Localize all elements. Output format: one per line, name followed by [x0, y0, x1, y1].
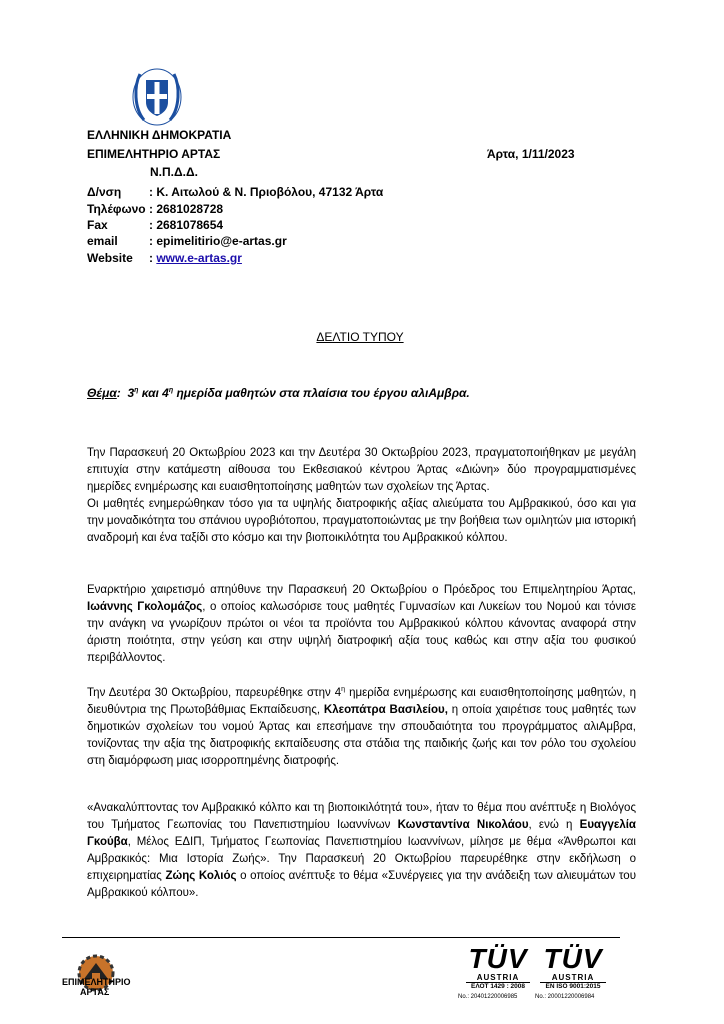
paragraph-1b: Οι μαθητές ενημερώθηκαν τόσο για τα υψηλής διατροφικής αξίας αλιεύματα του Αμβρακικού, όσο και για την μοναδικότητα του σπάνιου υγροβιότοπου, πραγματοποιώντας με την βοήθεια των ομιλητών μια ιστορική αναδρομή και ένα ταξίδι στο κόσμο και την βιοποικιλότητα του Αμβρακικού κόλπου. — [87, 498, 636, 544]
tuv1-standard: ΕΛΟΤ 1429 : 2008 — [466, 982, 530, 990]
tuv2-number: No.: 20001220006984 — [535, 994, 595, 1000]
contact-email — [87, 234, 287, 249]
p3-name: Κλεοπάτρα Βασιλείου, — [323, 704, 448, 716]
website-label: Website — [87, 251, 133, 265]
footer-divider — [62, 937, 620, 938]
tuv-badge-2 — [540, 945, 606, 990]
logo-line-1: ΕΠΙΜΕΛΗΤΗΡΙΟ — [62, 977, 131, 987]
email-label: email — [87, 234, 118, 248]
p4-a: «Ανακαλύπτοντας τον Αμβρακικό κόλπο και τη βιοποικιλότητά του», ήταν το θέμα που ανέπτυξε η Βιολόγος του Τμήματος Γεωπονίας του Πανεπιστημίου Ιωαννίνων — [87, 802, 636, 831]
org-legal-form: Ν.Π.Δ.Δ. — [150, 165, 198, 179]
tuv2-mark: TÜV — [543, 943, 603, 974]
address-value: : Κ. Αιτωλού & Ν. Πριοβόλου, 47132 Άρτα — [149, 185, 384, 199]
subject-rest: ημερίδα μαθητών στα πλαίσια του έργου αλιΑμβρα. — [173, 386, 470, 400]
contact-phone — [87, 202, 223, 217]
subject-sup1: η — [134, 387, 139, 394]
p3-end: η οποία χαιρέτισε τους μαθητές των δημοτικών σχολείων του νομού Άρτας και επεσήμανε την σπουδαιότητα του προγράμματος αλιΑμβρα, τονίζοντας την αξία της διατροφικής εκπαίδευσης στα στάδια της παιδικής ζωής και τον ρόλο του σχολείου στη διαμόρφωση μιας ισορροπημένης διατροφής. — [87, 704, 636, 767]
paragraph-4 — [87, 800, 636, 902]
p3-sup: η — [341, 686, 346, 694]
subject-n1: 3 — [127, 386, 135, 400]
website-link[interactable]: www.e-artas.gr — [156, 251, 242, 265]
p4-d: ο οποίος ανέπτυξε το θέμα «Συνέργειες για την ανάδειξη των αλιευμάτων του Αμβρακικού κόλπου». — [87, 870, 636, 899]
subject-colon: : — [116, 386, 121, 400]
subject-sup2: η — [168, 387, 174, 394]
subject-line — [87, 386, 470, 400]
p3-start: Την Δευτέρα 30 Οκτωβρίου, παρευρέθηκε στην 4 — [87, 687, 342, 699]
phone-value: : 2681028728 — [149, 202, 224, 216]
p3-mid: ημερίδα ενημέρωσης και ευαισθητοποίησης μαθητών, η διευθύντρια της Πρωτοβάθμιας Εκπαίδευσης, — [87, 687, 636, 716]
title-text: ΔΕΛΤΙΟ ΤΥΠΟΥ — [316, 330, 404, 344]
document-title — [0, 330, 724, 344]
phone-label: Τηλέφωνο — [87, 202, 146, 216]
tuv1-mark: TÜV — [468, 943, 528, 974]
fax-label: Fax — [87, 218, 108, 232]
tuv-badge-1 — [466, 945, 530, 990]
org-name-2: ΕΠΙΜΕΛΗΤΗΡΙΟ ΑΡΤΑΣ — [87, 147, 221, 161]
subject-label: Θέμα — [87, 386, 117, 400]
p4-name1: Κωνσταντίνα Νικολάου — [397, 819, 529, 831]
tuv1-country: AUSTRIA — [476, 973, 520, 982]
p2-start: Εναρκτήριο χαιρετισμό απηύθυνε την Παρασκευή 20 Οκτωβρίου ο Πρόεδρος του Επιμελητηρίου Άρτας, — [87, 584, 636, 596]
p4-c: , Μέλος ΕΔΙΠ, Τμήματος Γεωπονίας Πανεπιστημίου Ιωαννίνων, μίλησε με θέμα «Άνθρωποι και Αμβρακικός: Μια Ιστορία Ζωής». Την Παρασκευή 20 Οκτωβρίου παρευρέθηκε στην εκδήλωση ο επιχειρηματίας — [87, 836, 636, 882]
contact-website — [87, 251, 242, 266]
place-date: Άρτα, 1/11/2023 — [487, 147, 575, 161]
org-name-1: ΕΛΛΗΝΙΚΗ ΔΗΜΟΚΡΑΤΙΑ — [87, 128, 232, 142]
paragraph-3 — [87, 685, 636, 770]
fax-value: : 2681078654 — [149, 218, 224, 232]
p4-name2: Ευαγγελία Γκούβα — [87, 819, 636, 848]
logo-line-2: ΑΡΤΑΣ — [80, 987, 110, 997]
p2-end: , ο οποίος καλωσόρισε τους μαθητές Γυμνασίων και Λυκείων του Νομού και τόνισε την ανάγκη να γνωρίζουν πρώτοι οι νέοι τα προϊόντα του Αμβρακικού κόλπου κάνοντας αναφορά στην άριστη ποιότητα, στην γεύση και στην υψηλή διατροφική αξία τους καθώς και στην αξία του φυσικού περιβάλλοντος. — [87, 601, 636, 664]
greek-coat-of-arms-icon — [132, 68, 182, 126]
address-label: Δ/νση — [87, 185, 122, 199]
tuv1-number: No.: 20401220006985 — [458, 994, 518, 1000]
email-value: : epimelitirio@e-artas.gr — [149, 234, 287, 248]
tuv2-standard: EN ISO 9001:2015 — [540, 982, 606, 990]
contact-address — [87, 185, 383, 200]
p4-b: , ενώ η — [528, 819, 580, 831]
p4-name3: Ζώης Κολιός — [165, 870, 237, 882]
paragraph-2 — [87, 582, 636, 667]
p2-name: Ιωάννης Γκολομάζος — [87, 601, 203, 613]
website-sep: : — [149, 251, 157, 265]
paragraph-1a: Την Παρασκευή 20 Οκτωβρίου 2023 και την Δευτέρα 30 Οκτωβρίου 2023, πραγματοποιήθηκαν με μεγάλη επιτυχία στην κατάμεστη αίθουσα του Εκθεσιακού κέντρου Άρτας «Διώνη» δύο προγραμματισμένες ημερίδες ενημέρωσης και ευαισθητοποίησης μαθητών των σχολείων της Άρτας. — [87, 447, 636, 493]
contact-fax — [87, 218, 223, 233]
tuv2-country: AUSTRIA — [551, 973, 595, 982]
subject-mid: και 4 — [138, 386, 169, 400]
chamber-of-arta-logo — [60, 953, 130, 1003]
